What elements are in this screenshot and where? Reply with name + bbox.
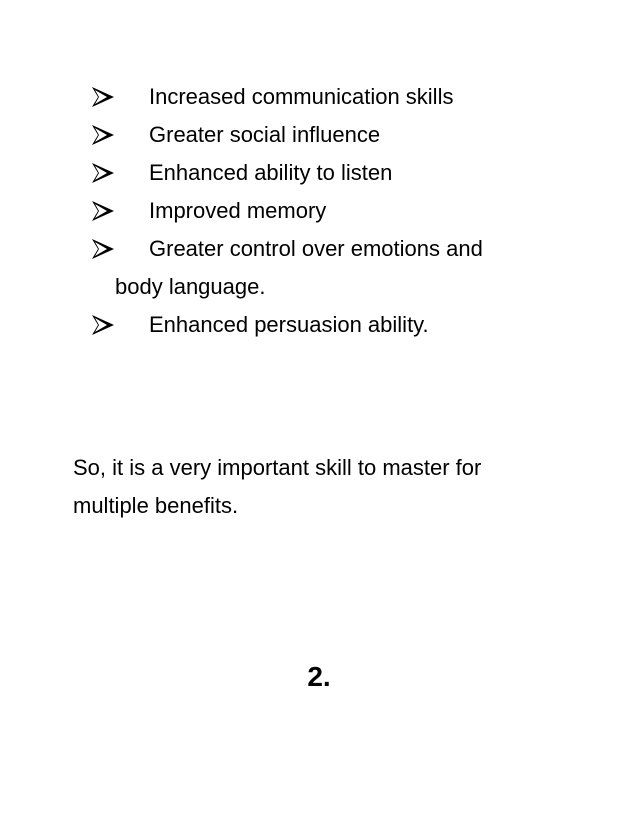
arrowhead-bullet-icon [92,239,114,259]
bullet-text-continuation: body language. [115,274,266,299]
bullet-list [92,78,562,344]
bullet-item [92,192,562,230]
bullet-item [92,78,562,116]
bullet-item [92,230,562,306]
bullet-text: Greater control over emotions and [149,236,483,261]
arrowhead-bullet-icon [92,315,114,335]
bullet-text: Increased communication skills [149,84,454,109]
paragraph-line: So, it is a very important skill to master for [73,455,482,480]
bullet-item [92,306,562,344]
arrowhead-bullet-icon [92,125,114,145]
bullet-item [92,154,562,192]
bullet-item [92,116,562,154]
arrowhead-bullet-icon [92,163,114,183]
arrowhead-bullet-icon [92,201,114,221]
bullet-text: Enhanced persuasion ability. [149,312,429,337]
body-paragraph [73,449,573,525]
arrowhead-bullet-icon [92,87,114,107]
bullet-text: Improved memory [149,198,327,223]
bullet-text: Greater social influence [149,122,381,147]
page-number: 2. [307,661,331,692]
bullet-text: Enhanced ability to listen [149,160,393,185]
paragraph-line: multiple benefits. [73,493,239,518]
